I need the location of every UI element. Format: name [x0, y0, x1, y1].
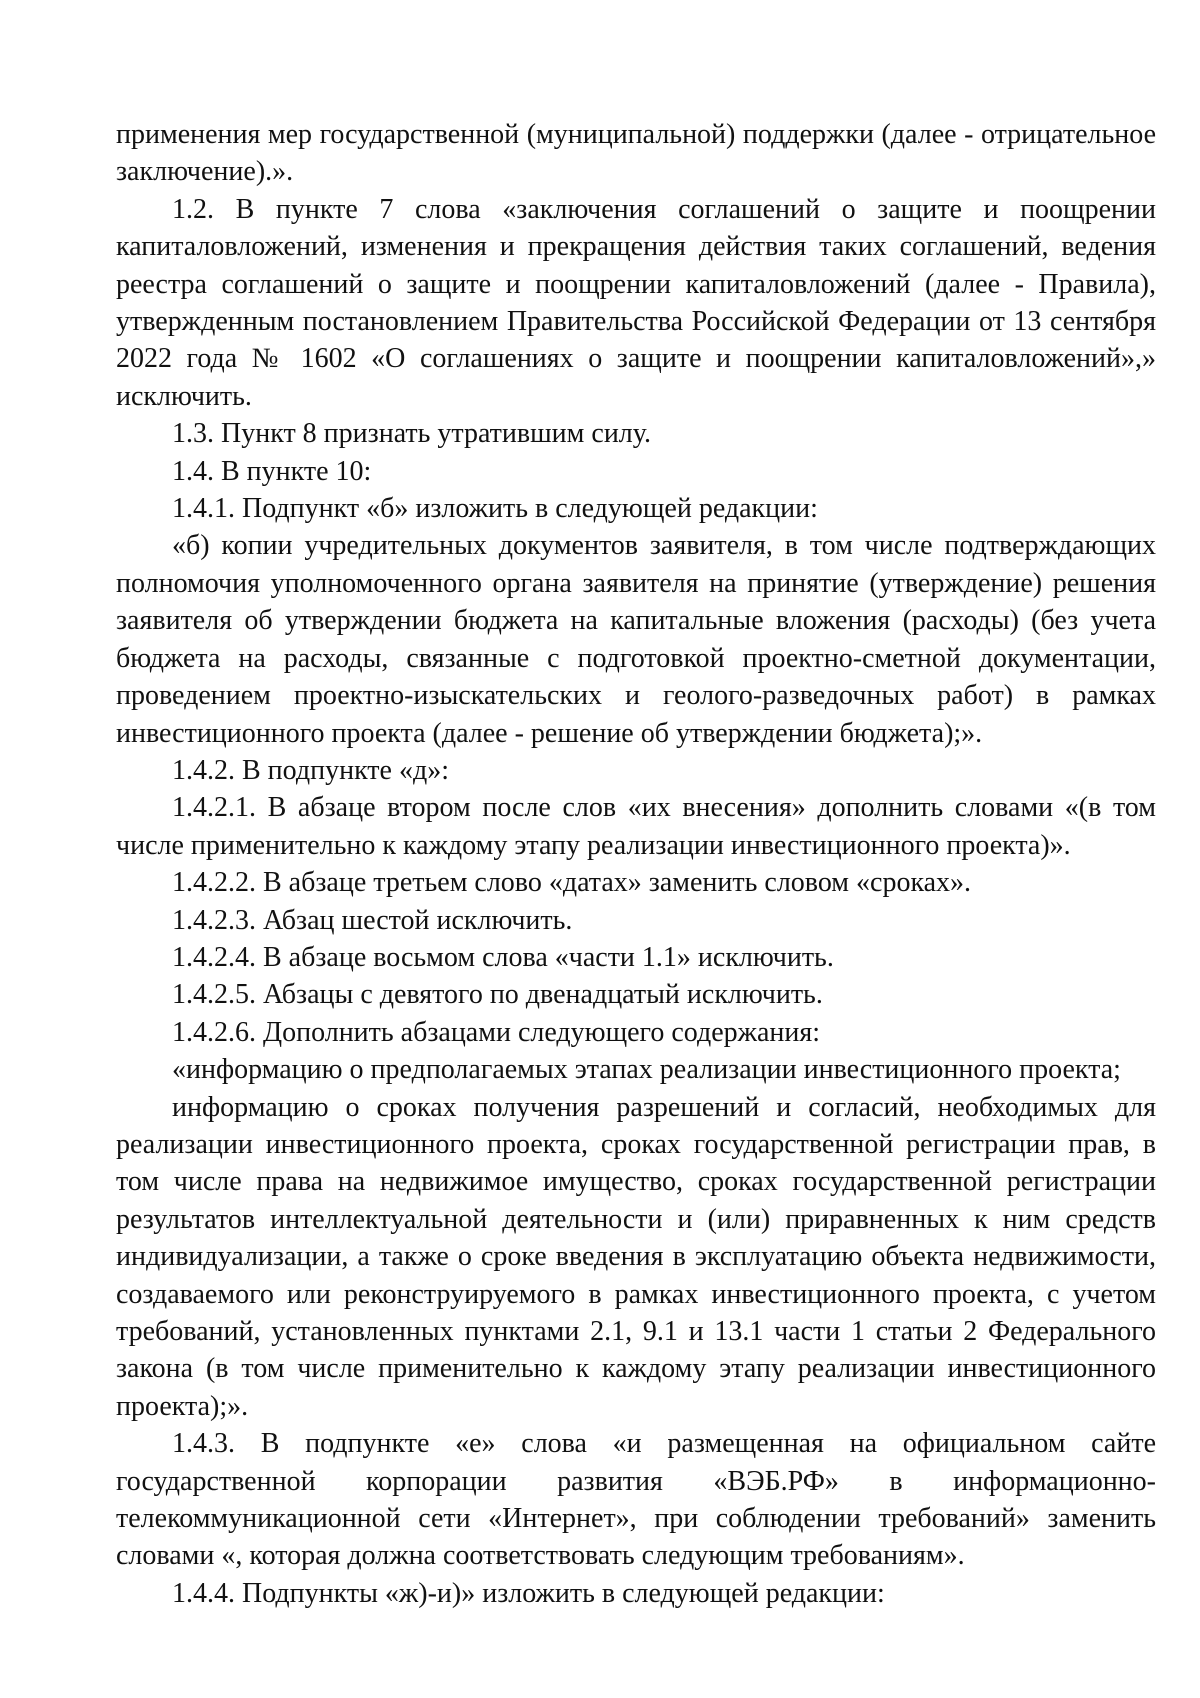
document-body: [116, 116, 1156, 1612]
paragraph-1-4-4: 1.4.4. Подпункты «ж)-и)» изложить в следующей редакции:: [172, 1577, 885, 1609]
paragraph-1-4-2-4: 1.4.2.4. В абзаце восьмом слова «части 1.1» исключить.: [172, 941, 834, 973]
paragraph-1-2: 1.2. В пункте 7 слова «заключения соглашений о защите и поощрении капиталовложений, изменения и прекращения действия таких соглашений, ведения реестра соглашений о защите и поощрении капиталовложений (далее - Правила), утвержденным постановлением Правительства Российской Федерации от 13 сентября 2022 года № 1602 «О соглашениях о защите и поощрении капиталовложений»,» исключить.: [116, 193, 1156, 412]
paragraph-negative-conclusion: применения мер государственной (муниципальной) поддержки (далее - отрицательное заключение).».: [116, 119, 1156, 188]
paragraph-subitem-b: «б) копии учредительных документов заявителя, в том числе подтверждающих полномочия уполномоченного органа заявителя на принятие (утверждение) решения заявителя об утверждении бюджета на капитальные вложения (расходы) (без учета бюджета на расходы, связанные с подготовкой проектно-сметной документации, проведением проектно-изыскательских и геолого-разведочных работ) в рамках инвестиционного проекта (далее - решение об утверждении бюджета);».: [116, 530, 1156, 749]
paragraph-1-4-2-1: 1.4.2.1. В абзаце втором после слов «их внесения» дополнить словами «(в том числе применительно к каждому этапу реализации инвестиционного проекта)».: [116, 792, 1156, 861]
paragraph-permits-deadlines: информацию о сроках получения разрешений и согласий, необходимых для реализации инвестиционного проекта, сроках государственной регистрации прав, в том числе права на недвижимое имущество, сроках государственной регистрации результатов интеллектуальной деятельности и (или) приравненных к ним средств индивидуализации, а также о сроке введения в эксплуатацию объекта недвижимости, создаваемого или реконструируемого в рамках инвестиционного проекта, с учетом требований, установленных пунктами 2.1, 9.1 и 13.1 части 1 статьи 2 Федерального закона (в том числе применительно к каждому этапу реализации инвестиционного проекта);».: [116, 1091, 1156, 1422]
paragraph-1-4: 1.4. В пункте 10:: [172, 455, 372, 487]
paragraph-project-stages: «информацию о предполагаемых этапах реализации инвестиционного проекта;: [172, 1054, 1121, 1086]
paragraph-1-4-2-3: 1.4.2.3. Абзац шестой исключить.: [172, 904, 573, 936]
paragraph-1-4-3: 1.4.3. В подпункте «е» слова «и размещенная на официальном сайте государственной корпорации развития «ВЭБ.РФ» в информационно-телекоммуникационной сети «Интернет», при соблюдении требований» заменить словами «, которая должна соответствовать следующим требованиям».: [116, 1428, 1156, 1572]
paragraph-1-4-2-2: 1.4.2.2. В абзаце третьем слово «датах» заменить словом «сроках».: [172, 867, 972, 899]
paragraph-1-4-2-5: 1.4.2.5. Абзацы с девятого по двенадцатый исключить.: [172, 979, 823, 1011]
paragraph-1-4-2: 1.4.2. В подпункте «д»:: [172, 754, 449, 786]
paragraph-1-4-2-6: 1.4.2.6. Дополнить абзацами следующего содержания:: [172, 1016, 821, 1048]
paragraph-1-4-1: 1.4.1. Подпункт «б» изложить в следующей редакции:: [172, 493, 818, 525]
paragraph-1-3: 1.3. Пункт 8 признать утратившим силу.: [172, 418, 651, 450]
